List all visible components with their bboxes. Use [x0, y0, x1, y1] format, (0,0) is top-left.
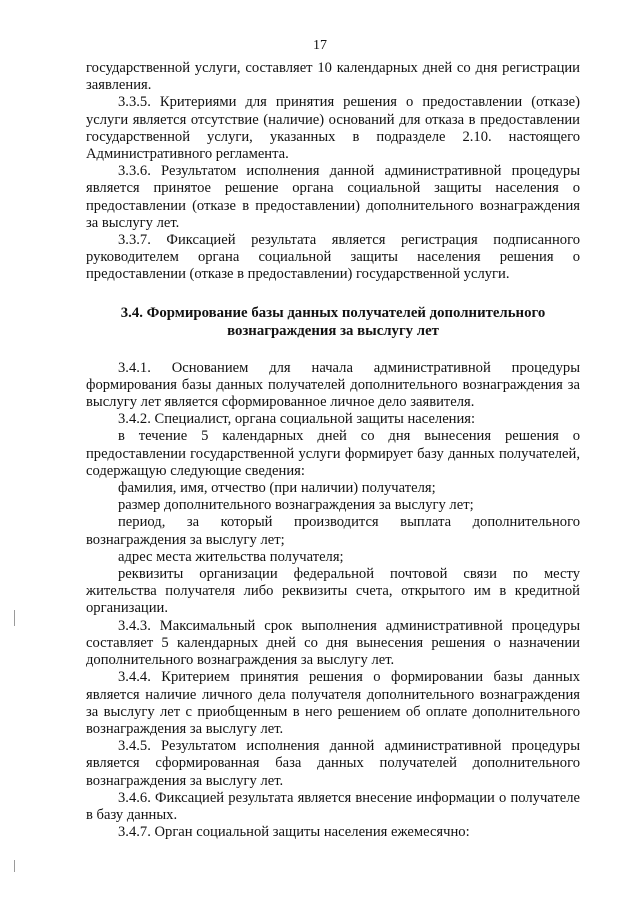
paragraph: 3.3.7. Фиксацией результата является регистрация подписанного руководителем органа социальной защиты населения решения о предоставлении (отказе в предоставлении) государственной услуги.: [86, 232, 580, 283]
paragraph: 3.4.4. Критерием принятия решения о формировании базы данных является наличие личного дела получателя дополнительного вознаграждения за выслугу лет с приобщенным в него решением об оплате дополнительного вознаграждения за выслугу лет.: [86, 669, 580, 737]
document-body: [86, 60, 580, 841]
section-heading-line2: вознаграждения за выслугу лет: [227, 322, 439, 339]
scan-margin-mark: [14, 610, 15, 626]
paragraph: размер дополнительного вознаграждения за выслугу лет;: [118, 497, 474, 514]
paragraph: реквизиты организации федеральной почтовой связи по месту жительства получателя либо реквизиты счета, открытого им в кредитной организации.: [86, 566, 580, 617]
section-heading: [86, 304, 580, 340]
paragraph: 3.4.2. Специалист, органа социальной защиты населения:: [118, 411, 476, 428]
section-heading-line1: 3.4. Формирование базы данных получателей дополнительного: [120, 304, 546, 321]
paragraph: 3.4.1. Основанием для начала административной процедуры формирования базы данных получателей дополнительного вознаграждения за выслугу лет является сформированное личное дело заявителя.: [86, 359, 580, 411]
paragraphs-after-heading: [86, 360, 580, 842]
paragraphs-before-heading: [86, 60, 580, 284]
scan-margin-mark: [14, 860, 15, 872]
paragraph: 3.4.3. Максимальный срок выполнения административной процедуры составляет 5 календарных дней со дня вынесения решения о назначении дополнительного вознаграждения за выслугу лет.: [86, 617, 580, 669]
paragraph: адрес места жительства получателя;: [118, 548, 344, 565]
paragraph: 3.4.5. Результатом исполнения данной административной процедуры является сформированная база данных получателей дополнительного вознаграждения за выслугу лет.: [86, 738, 580, 789]
paragraph: государственной услуги, составляет 10 календарных дней со дня регистрации заявления.: [86, 60, 580, 94]
page-number: 17: [313, 38, 327, 53]
paragraph: 3.3.5. Критериями для принятия решения о предоставлении (отказе) услуги является отсутствие (наличие) оснований для отказа в предоставлении государственной услуги, указанных в подразделе 2.10. настоящего Административного регламента.: [86, 94, 580, 163]
paragraph: период, за который производится выплата дополнительного вознаграждения за выслугу лет;: [86, 514, 580, 548]
paragraph: в течение 5 календарных дней со дня вынесения решения о предоставлении государственной услуги формирует базу данных получателей, содержащую следующие сведения:: [86, 428, 580, 479]
paragraph: 3.4.6. Фиксацией результата является внесение информации о получателе в базу данных.: [86, 789, 580, 823]
paragraph: фамилия, имя, отчество (при наличии) получателя;: [118, 480, 436, 497]
paragraph: 3.3.6. Результатом исполнения данной административной процедуры является принятое решение органа социальной защиты населения о предоставлении (отказе в предоставлении) дополнительного вознаграждения за выслугу лет.: [86, 163, 580, 231]
paragraph: 3.4.7. Орган социальной защиты населения ежемесячно:: [118, 824, 470, 841]
